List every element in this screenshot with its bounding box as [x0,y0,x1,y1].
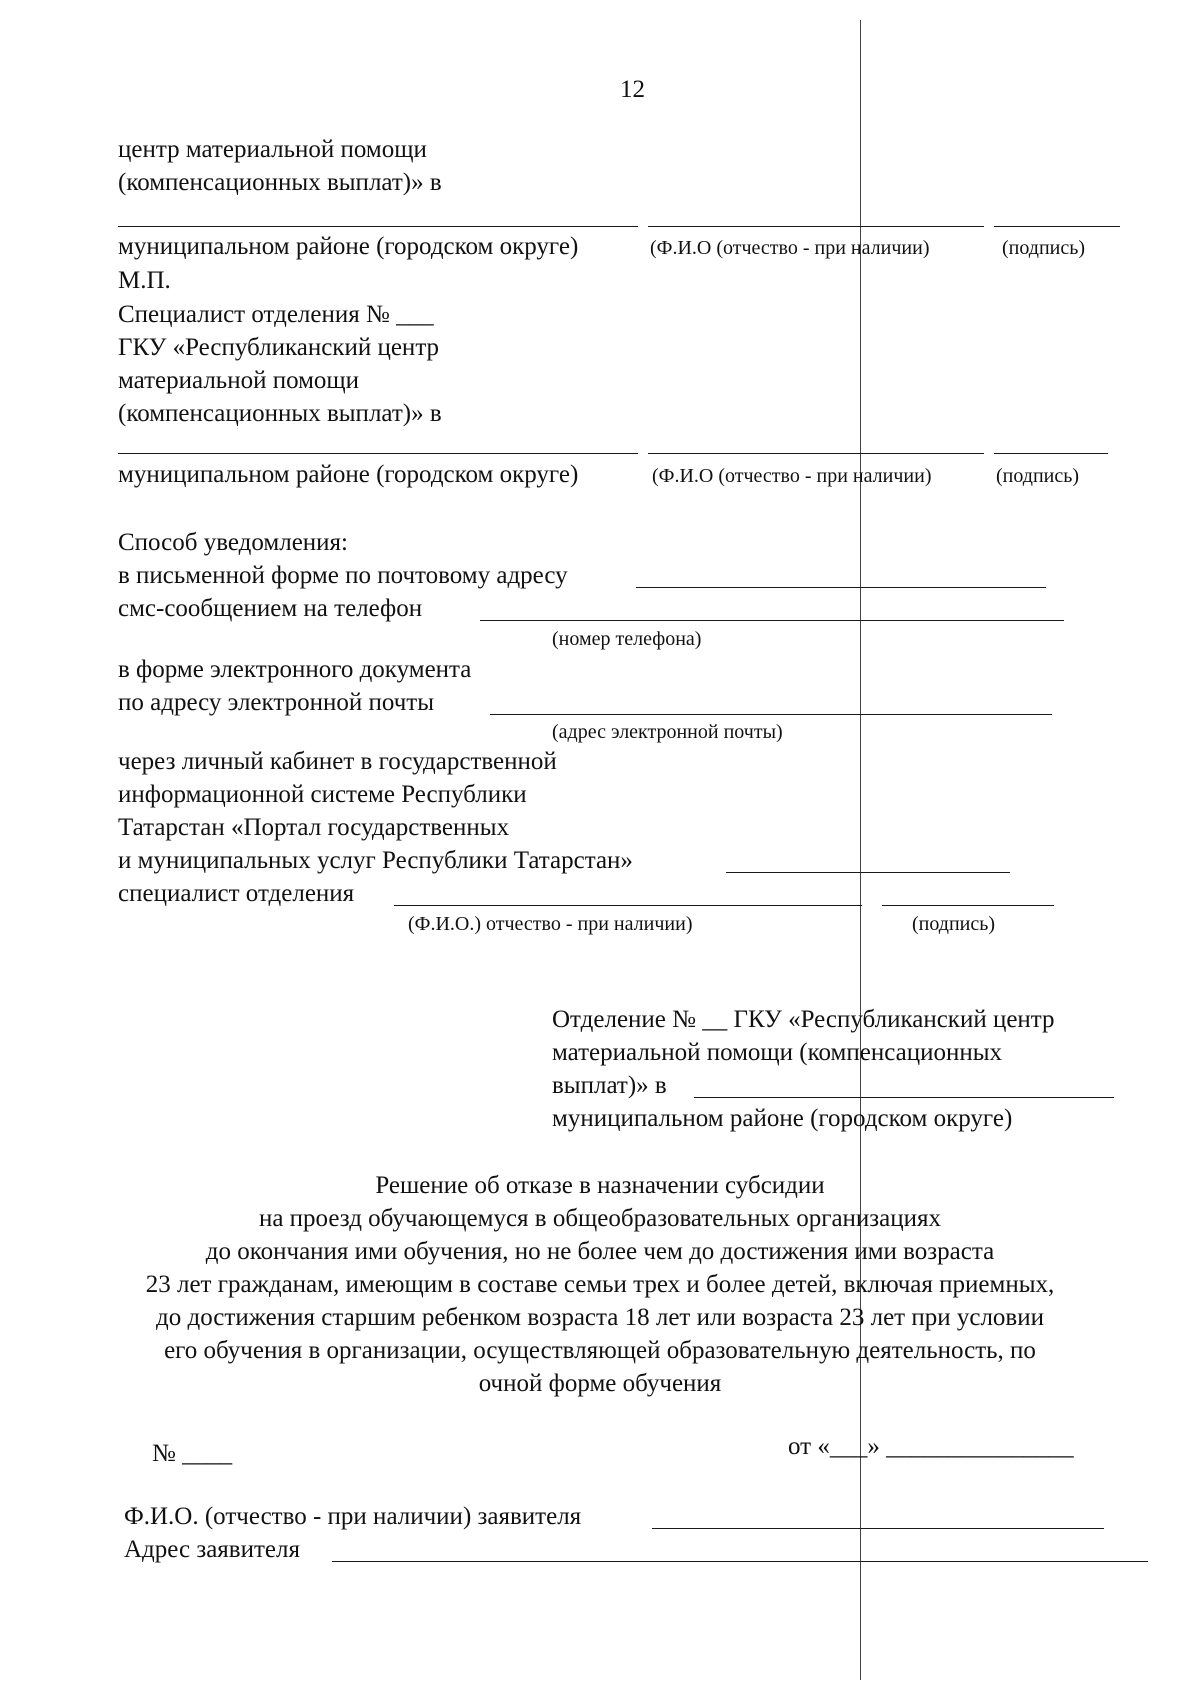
decision-date[interactable]: от «___» _______________ [788,1433,1074,1460]
scan-fold-line [860,20,861,1680]
block1-district-field[interactable] [118,226,638,227]
applicant-address-field[interactable] [332,1561,1148,1562]
specialist-fio-field[interactable] [394,905,862,906]
notification-portal-line1: через личный кабинет в государственной [118,748,557,775]
addressee-line2: материальной помощи (компенсационных [552,1039,1003,1066]
specialist-signature-caption: (подпись) [912,913,996,935]
decision-title-line1: Решение об отказе в назначении субсидии [375,1172,825,1199]
block2-fio-field[interactable] [648,453,984,454]
block2-line1: Специалист отделения № ___ [118,301,434,328]
addressee-line3: выплат)» в [552,1072,667,1099]
block2-signature-field[interactable] [994,453,1108,454]
addressee-district-field[interactable] [694,1097,1114,1098]
notification-sms-label: смс-сообщением на телефон [118,595,423,622]
email-caption: (адрес электронной почты) [552,721,783,743]
block2-district-field[interactable] [118,453,638,454]
block2-line4: (компенсационных выплат)» в [118,400,442,427]
portal-field[interactable] [726,872,1010,873]
applicant-address-label: Адрес заявителя [124,1536,300,1563]
decision-title-line5: до достижения старшим ребенком возраста 18 лет или возраста 23 лет при условии [156,1304,1044,1331]
block1-line1: центр материальной помощи [118,136,427,163]
specialist-label: специалист отделения [118,880,355,907]
block1-signature-field[interactable] [994,226,1120,227]
block1-signature-caption: (подпись) [1002,237,1086,259]
email-field[interactable] [490,714,1052,715]
page-number: 12 [620,76,645,103]
postal-address-field[interactable] [636,587,1046,588]
specialist-fio-caption: (Ф.И.О.) отчество - при наличии) [408,913,693,935]
applicant-fio-field[interactable] [652,1528,1104,1529]
block1-fio-field[interactable] [648,226,984,227]
decision-title-line3: до окончания ими обучения, но не более чем до достижения ими возраста [205,1238,995,1265]
stamp-placeholder: М.П. [118,267,171,294]
addressee-line1: Отделение № __ ГКУ «Республиканский центр [552,1006,1055,1033]
block1-line2: (компенсационных выплат)» в [118,169,442,196]
block2-signature-caption: (подпись) [996,465,1080,487]
applicant-fio-label: Ф.И.О. (отчество - при наличии) заявителя [124,1503,582,1530]
block2-line2: ГКУ «Республиканский центр [118,334,440,361]
notification-portal-line3: Татарстан «Портал государственных [118,814,510,841]
block2-line3: материальной помощи [118,367,360,394]
phone-caption: (номер телефона) [552,628,702,650]
notification-heading: Способ уведомления: [118,529,349,556]
block1-fio-caption: (Ф.И.О (отчество - при наличии) [650,237,930,259]
notification-portal-line4: и муниципальных услуг Республики Татарстан» [118,847,633,874]
notification-edoc-line1: в форме электронного документа [118,656,472,683]
decision-title-line4: 23 лет гражданам, имеющим в составе семьи трех и более детей, включая приемных, [145,1271,1055,1298]
decision-title-line6: его обучения в организации, осуществляющей образовательную деятельность, по [164,1337,1036,1364]
decision-number[interactable]: № ____ [152,1440,233,1467]
notification-postal-label: в письменной форме по почтовому адресу [118,562,568,589]
addressee-line4: муниципальном районе (городском округе) [552,1105,1013,1132]
specialist-signature-field[interactable] [882,905,1054,906]
notification-edoc-line2: по адресу электронной почты [118,689,434,716]
decision-title-line2: на проезд обучающемуся в общеобразовательных организациях [258,1205,942,1232]
phone-field[interactable] [480,620,1064,621]
decision-title-line7: очной форме обучения [478,1370,722,1397]
block2-district-caption: муниципальном районе (городском округе) [118,461,579,488]
notification-portal-line2: информационной системе Республики [118,781,527,808]
block2-fio-caption: (Ф.И.О (отчество - при наличии) [652,465,932,487]
block1-district-caption: муниципальном районе (городском округе) [118,233,579,260]
